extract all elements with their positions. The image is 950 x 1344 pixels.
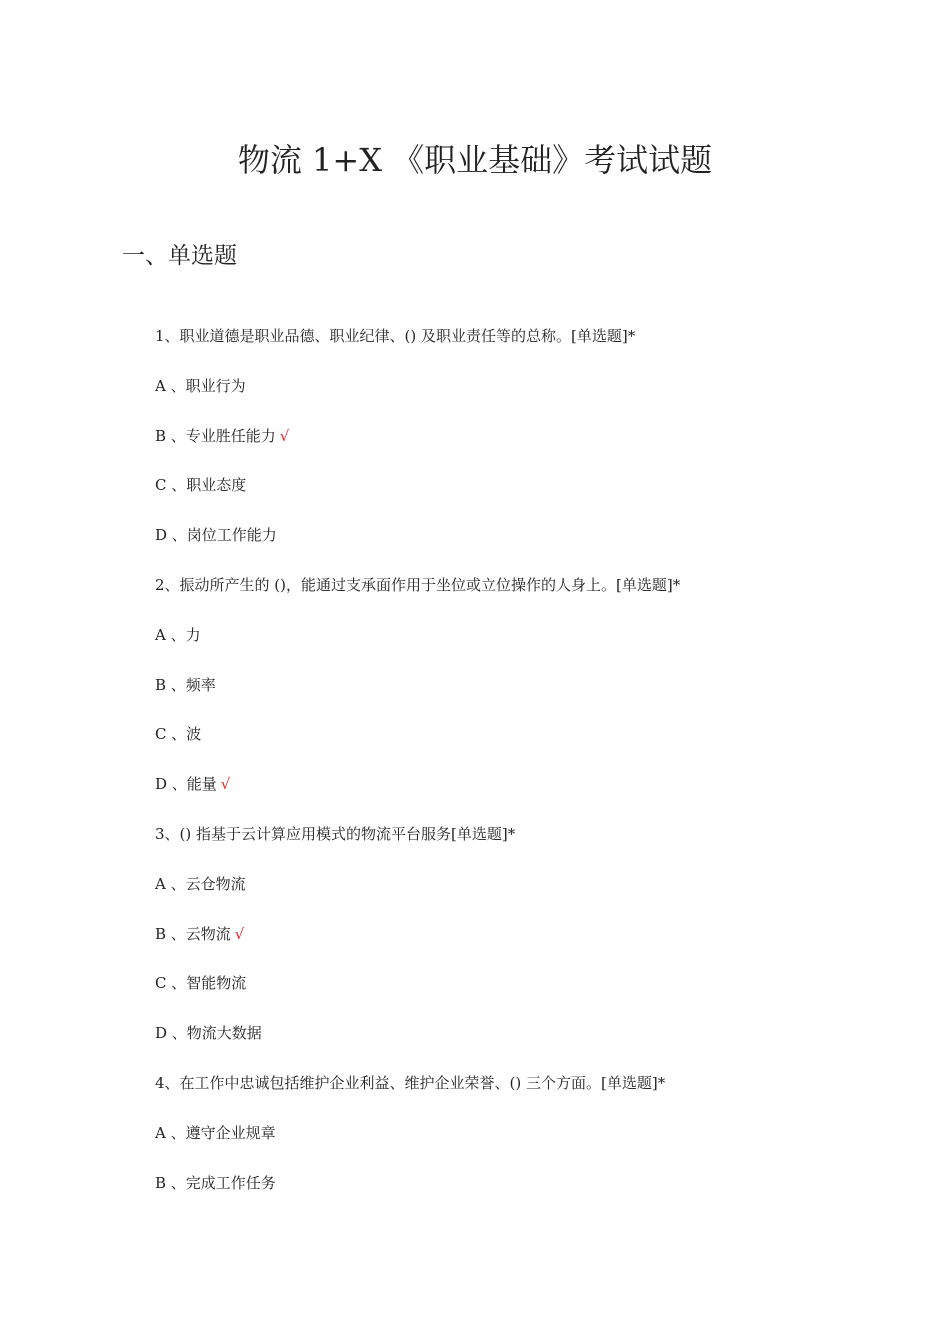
answer-option-text: C 、智能物流 bbox=[155, 974, 247, 993]
answer-option bbox=[155, 422, 915, 472]
answer-option bbox=[155, 671, 915, 721]
answer-option bbox=[155, 870, 915, 920]
answer-option-text: D 、能量 bbox=[155, 775, 217, 794]
question-block bbox=[155, 1069, 915, 1218]
correct-check-icon: √ bbox=[234, 924, 245, 943]
answer-option bbox=[155, 770, 915, 820]
answer-option bbox=[155, 471, 915, 521]
answer-option-text: B 、频率 bbox=[155, 675, 216, 694]
answer-option-text: A 、职业行为 bbox=[155, 376, 246, 395]
correct-check-icon: √ bbox=[279, 426, 290, 445]
answer-option-text: C 、职业态度 bbox=[155, 476, 247, 495]
answer-option-text: B 、云物流 bbox=[155, 924, 231, 943]
answer-option-text: B 、专业胜任能力 bbox=[155, 426, 276, 445]
answer-option-text: D 、岗位工作能力 bbox=[155, 526, 277, 545]
answer-option-text: C 、波 bbox=[155, 725, 202, 744]
document-title: 物流 1+X 《职业基础》考试试题 bbox=[237, 141, 713, 179]
answer-option-text: A 、云仓物流 bbox=[155, 874, 246, 893]
answer-option bbox=[155, 969, 915, 1019]
question-prompt: 4、在工作中忠诚包括维护企业利益、维护企业荣誉、() 三个方面。[单选题]* bbox=[155, 1073, 666, 1092]
answer-option bbox=[155, 1019, 915, 1069]
correct-check-icon: √ bbox=[220, 775, 231, 794]
answer-option bbox=[155, 920, 915, 970]
answer-option bbox=[155, 521, 915, 571]
question-prompt: 1、职业道德是职业品德、职业纪律、() 及职业责任等的总称。[单选题]* bbox=[155, 327, 636, 345]
answer-option bbox=[155, 1169, 915, 1219]
answer-option-text: B 、完成工作任务 bbox=[155, 1173, 276, 1192]
answer-option bbox=[155, 1119, 915, 1169]
answer-option bbox=[155, 372, 915, 422]
question-block bbox=[155, 820, 915, 1069]
answer-option-text: A 、力 bbox=[155, 625, 201, 644]
question-block bbox=[155, 322, 915, 571]
answer-option bbox=[155, 720, 915, 770]
answer-option-text: A 、遵守企业规章 bbox=[155, 1123, 276, 1142]
question-prompt: 3、() 指基于云计算应用模式的物流平台服务[单选题]* bbox=[155, 824, 516, 843]
question-list bbox=[155, 322, 915, 1218]
question-prompt: 2、振动所产生的 ()，能通过支承面作用于坐位或立位操作的人身上。[单选题]* bbox=[155, 575, 681, 594]
answer-option bbox=[155, 621, 915, 671]
answer-option-text: D 、物流大数据 bbox=[155, 1024, 262, 1043]
section-heading: 一、单选题 bbox=[122, 243, 237, 269]
question-block bbox=[155, 571, 915, 820]
